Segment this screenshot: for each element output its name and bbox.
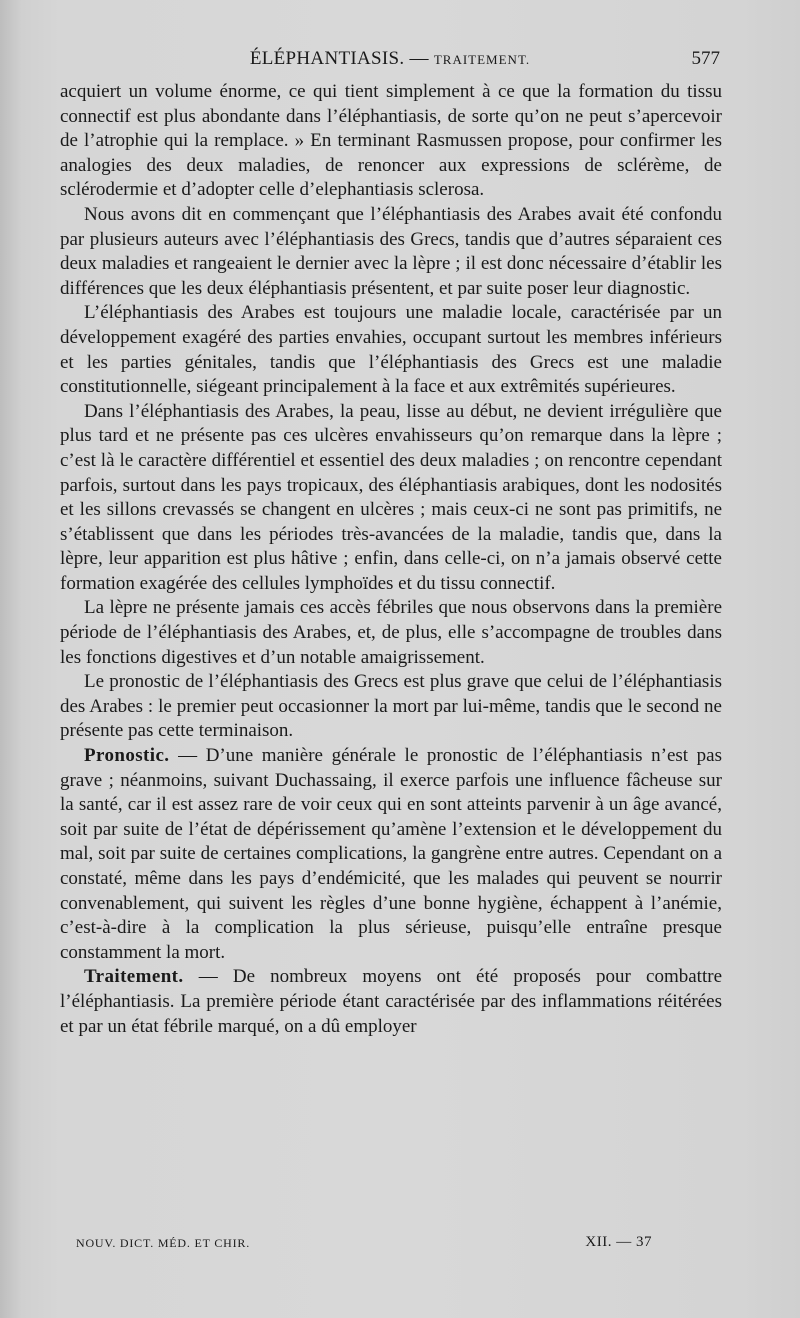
- paragraph-pronostic: Pronostic. — D’une manière générale le pronostic de l’éléphantiasis n’est pas grave ; néanmoins, suivant Duchassaing, il exerce parfois une influence fâcheuse sur la santé, car il est assez rare de voir ceux qui en sont atteints parvenir à un âge avancé, soit par suite de l’état de dépérissement qu’amène l’extension et le développement du mal, soit par suite de certaines complications, la gangrène entre autres. Cependant on a constaté, même dans les pays d’endémicité, que les malades qui peuvent se nourrir convenablement, qui suivent les règles d’une bonne hygiène, échappent à l’anémie, c’est-à-dire à la complication la plus sérieuse, puisqu’elle entraîne presque constamment la mort.: [60, 745, 722, 963]
- running-title: [60, 48, 720, 70]
- paragraph-5: La lèpre ne présente jamais ces accès fébriles que nous observons dans la première période de l’éléphantiasis des Arabes, et, de plus, elle s’accompagne de troubles dans les fonctions digestives et d’un notable amaigrissement.: [60, 597, 722, 668]
- paragraph-2: Nous avons dit en commençant que l’éléphantiasis des Arabes avait été confondu par plusieurs auteurs avec l’éléphantiasis des Grecs, tandis que d’autres séparaient ces deux maladies et rangeaient le dernier avec la lèpre ; il est donc nécessaire d’établir les différences que les deux éléphantiasis présentent, et par suite poser leur diagnostic.: [60, 203, 722, 299]
- section-heading-pronostic: Pronostic.: [84, 745, 170, 767]
- section-heading-traitement: Traitement.: [84, 966, 184, 988]
- paragraph-3: L’éléphantiasis des Arabes est toujours une maladie locale, caractérisée par un développement exagéré des parties envahies, occupant surtout les membres inférieurs et les parties génitales, tandis que l’éléphantiasis des Grecs est une maladie constitutionnelle, siégeant principalement à la face et aux extrêmités supérieures.: [60, 302, 722, 398]
- body-text: [60, 80, 722, 1039]
- header-subtitle: TRAITEMENT.: [433, 52, 531, 67]
- page-number: 577: [691, 48, 720, 69]
- running-header: [60, 48, 720, 74]
- paragraph-traitement: Traitement. — De nombreux moyens ont été proposés pour combattre l’éléphantiasis. La première période étant caractérisée par des inflammations réitérées et par un état fébrile marqué, on a dû employer: [60, 966, 722, 1037]
- paragraph-4: Dans l’éléphantiasis des Arabes, la peau, lisse au début, ne devient irrégulière que plus tard et ne présente pas ces ulcères envahisseurs qu’on remarque dans la lèpre ; c’est là le caractère différentiel et essentiel des deux maladies ; on rencontre cependant parfois, surtout dans les pays tropicaux, des éléphantiasis arabiques, dont les nodosités et les sillons crevassés se changent en ulcères ; mais ceux-ci ne sont pas primitifs, ne s’établissent que dans les périodes très-avancées de la maladie, tandis que, dans la lèpre, leur apparition est plus hâtive ; enfin, dans celle-ci, on n’a jamais observé cette formation exagérée des cellules lymphoïdes et du tissu connectif.: [60, 400, 722, 594]
- paragraph-1: acquiert un volume énorme, ce qui tient simplement à ce que la formation du tissu connectif est plus abondante dans l’éléphantiasis, de sorte qu’on ne peut s’apercevoir de l’atrophie qui la remplace. » En terminant Rasmussen propose, pour confirmer les analogies des deux maladies, de renoncer aux expressions de sclérème, de sclérodermie et d’adopter celle d’elephantiasis sclerosa.: [60, 81, 722, 201]
- header-title: ÉLÉPHANTIASIS. —: [249, 48, 429, 69]
- paragraph-6: Le pronostic de l’éléphantiasis des Grecs est plus grave que celui de l’éléphantiasis des Arabes : le premier peut occasionner la mort par lui-même, tandis que le second ne présente pas cette terminaison.: [60, 671, 722, 742]
- footer-volume: XII. — 37: [585, 1234, 652, 1250]
- footer-publication: NOUV. DICT. MÉD. ET CHIR.: [76, 1236, 251, 1250]
- page-footer: [60, 1236, 722, 1256]
